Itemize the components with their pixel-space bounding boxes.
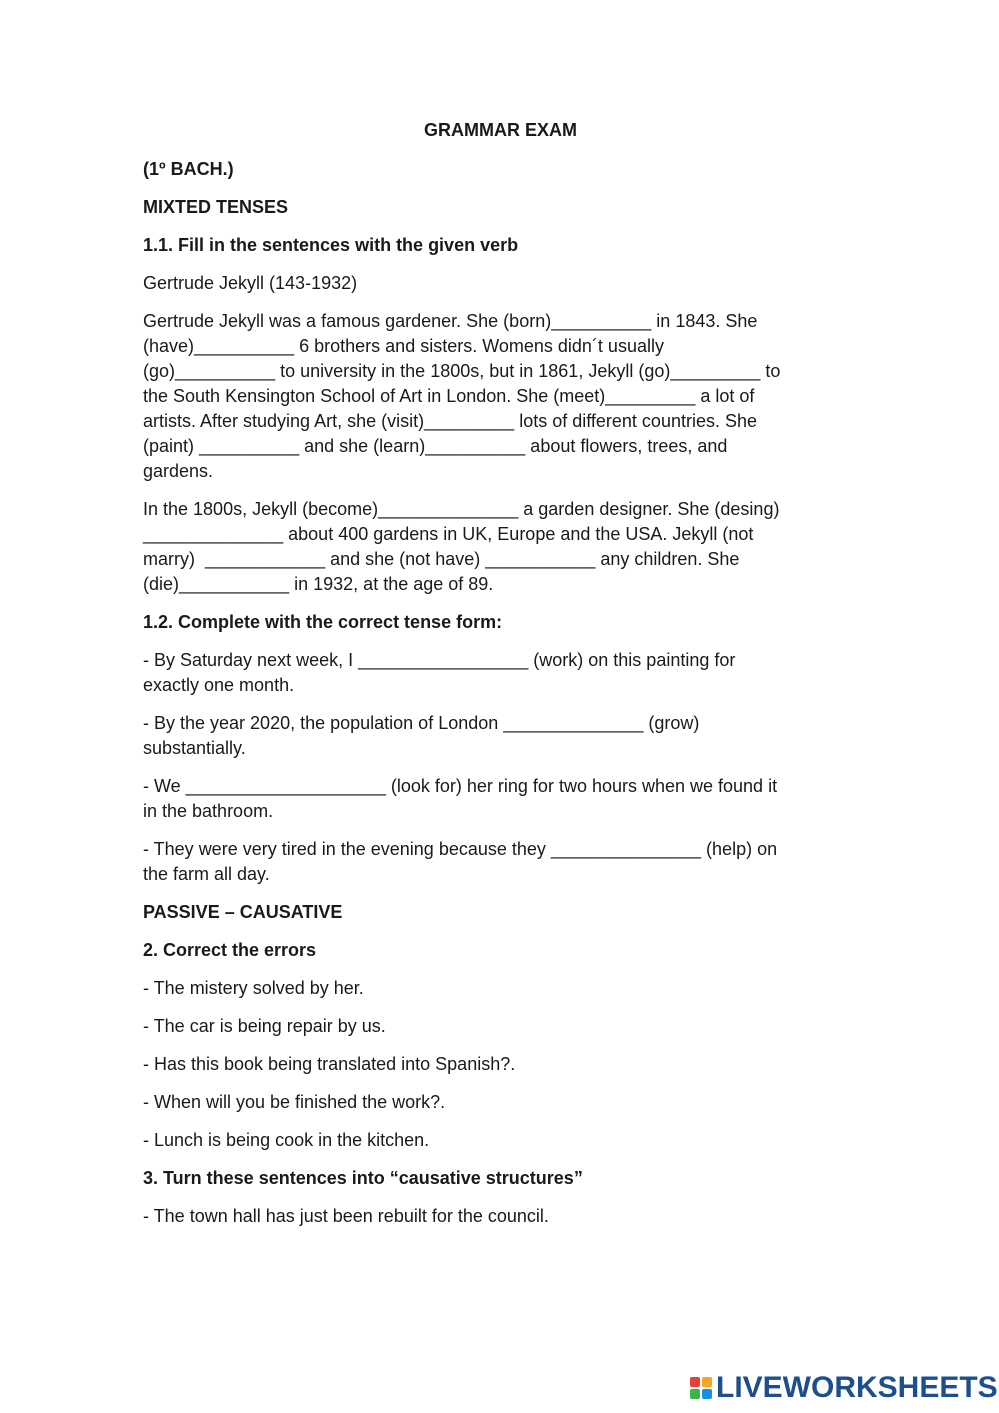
exercise-2-item: - Has this book being translated into Spanish?. — [143, 1054, 516, 1074]
exercise-1-1-paragraph-2 — [143, 497, 858, 597]
level-label: (1º BACH.) — [143, 159, 234, 179]
exercise-3-item: - The town hall has just been rebuilt for the council. — [143, 1206, 549, 1226]
exercise-1-2-item — [143, 774, 858, 824]
exercise-2-instruction: 2. Correct the errors — [143, 940, 317, 960]
text-line: (paint) __________ and she (learn)__________ about flowers, trees, and — [143, 436, 728, 456]
exercise-2-item: - When will you be finished the work?. — [143, 1092, 446, 1112]
text-line: exactly one month. — [143, 675, 295, 695]
section-heading-mixed-tenses: MIXTED TENSES — [143, 197, 289, 217]
logo-mark-icon — [690, 1377, 712, 1399]
page-title: GRAMMAR EXAM — [424, 120, 577, 140]
text-line: (have)__________ 6 brothers and sisters. Womens didn´t usually — [143, 336, 664, 356]
exercise-2-item: - The car is being repair by us. — [143, 1016, 386, 1036]
text-line: Gertrude Jekyll was a famous gardener. She (born)__________ in 1843. She — [143, 311, 758, 331]
text-line: gardens. — [143, 461, 214, 481]
exercise-1-2-item — [143, 711, 858, 761]
exercise-3-instruction: 3. Turn these sentences into “causative structures” — [143, 1168, 583, 1188]
text-line: In the 1800s, Jekyll (become)______________ a garden designer. She (desing) — [143, 499, 780, 519]
text-line: (go)__________ to university in the 1800s, but in 1861, Jekyll (go)_________ to — [143, 361, 781, 381]
text-line: the South Kensington School of Art in London. She (meet)_________ a lot of — [143, 386, 755, 406]
logo-text: LIVEWORKSHEETS — [716, 1371, 998, 1404]
text-line: ______________ about 400 gardens in UK, Europe and the USA. Jekyll (not — [143, 524, 754, 544]
text-line: (die)___________ in 1932, at the age of 89. — [143, 574, 494, 594]
logo-square-icon — [702, 1389, 712, 1399]
exercise-1-2-item — [143, 648, 858, 698]
exercise-1-1-paragraph-1 — [143, 309, 858, 484]
text-line: - We ____________________ (look for) her ring for two hours when we found it — [143, 776, 778, 796]
exercise-1-2-item — [143, 837, 858, 887]
text-line: - By Saturday next week, I _________________ (work) on this painting for — [143, 650, 736, 670]
text-line: marry) ____________ and she (not have) ___________ any children. She — [143, 549, 740, 569]
exercise-2-item: - Lunch is being cook in the kitchen. — [143, 1130, 430, 1150]
liveworksheets-logo — [690, 1373, 998, 1403]
logo-square-icon — [690, 1377, 700, 1387]
text-line: - By the year 2020, the population of London ______________ (grow) — [143, 713, 700, 733]
section-heading-passive-causative: PASSIVE – CAUSATIVE — [143, 902, 343, 922]
text-line: the farm all day. — [143, 864, 270, 884]
text-line: - They were very tired in the evening because they _______________ (help) on — [143, 839, 778, 859]
text-line: substantially. — [143, 738, 246, 758]
exercise-2-item: - The mistery solved by her. — [143, 978, 364, 998]
exercise-1-1-instruction: 1.1. Fill in the sentences with the given verb — [143, 235, 519, 255]
logo-square-icon — [690, 1389, 700, 1399]
exercise-1-1-subtitle: Gertrude Jekyll (143-1932) — [143, 273, 358, 293]
worksheet-page — [143, 118, 858, 1242]
text-line: artists. After studying Art, she (visit)_________ lots of different countries. She — [143, 411, 757, 431]
logo-square-icon — [702, 1377, 712, 1387]
exercise-1-2-instruction: 1.2. Complete with the correct tense form: — [143, 612, 503, 632]
text-line: in the bathroom. — [143, 801, 274, 821]
